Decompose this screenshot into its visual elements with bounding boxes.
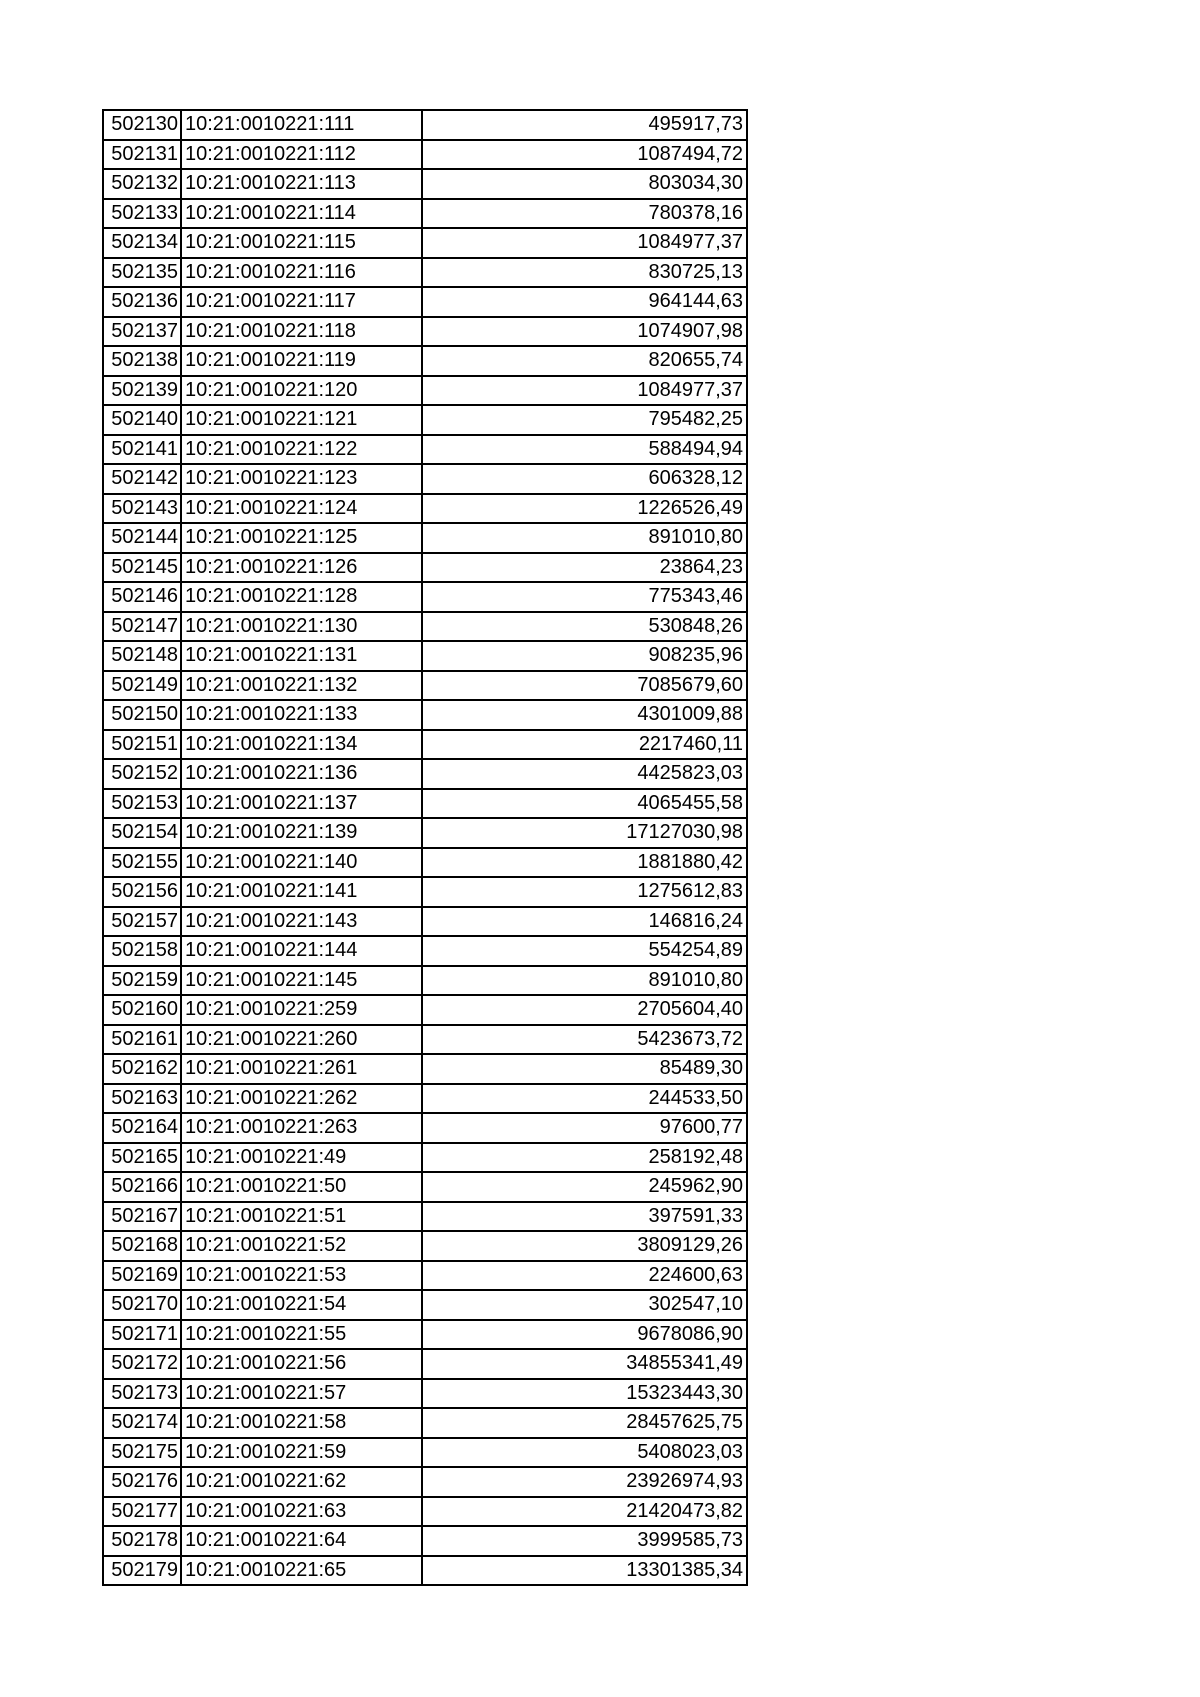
cadastral-number-cell: 10:21:0010221:123 [181, 464, 422, 494]
table-row [103, 789, 747, 819]
value-cell: 97600,77 [422, 1113, 747, 1143]
row-number-cell: 502163 [103, 1084, 181, 1114]
cadastral-number-cell: 10:21:0010221:141 [181, 877, 422, 907]
table-row [103, 966, 747, 996]
value-cell: 23926974,93 [422, 1467, 747, 1497]
table-row [103, 1202, 747, 1232]
value-cell: 258192,48 [422, 1143, 747, 1173]
row-number-cell: 502165 [103, 1143, 181, 1173]
cadastral-number-cell: 10:21:0010221:117 [181, 287, 422, 317]
table-row [103, 1497, 747, 1527]
row-number-cell: 502134 [103, 228, 181, 258]
row-number-cell: 502150 [103, 700, 181, 730]
value-cell: 964144,63 [422, 287, 747, 317]
row-number-cell: 502130 [103, 110, 181, 140]
row-number-cell: 502179 [103, 1556, 181, 1586]
row-number-cell: 502175 [103, 1438, 181, 1468]
value-cell: 795482,25 [422, 405, 747, 435]
table-row [103, 1349, 747, 1379]
value-cell: 891010,80 [422, 966, 747, 996]
value-cell: 1275612,83 [422, 877, 747, 907]
value-cell: 224600,63 [422, 1261, 747, 1291]
value-cell: 495917,73 [422, 110, 747, 140]
value-cell: 803034,30 [422, 169, 747, 199]
row-number-cell: 502176 [103, 1467, 181, 1497]
table-row [103, 1379, 747, 1409]
cadastral-number-cell: 10:21:0010221:259 [181, 995, 422, 1025]
cadastral-number-cell: 10:21:0010221:111 [181, 110, 422, 140]
table-row [103, 818, 747, 848]
cadastral-number-cell: 10:21:0010221:55 [181, 1320, 422, 1350]
cadastral-number-cell: 10:21:0010221:56 [181, 1349, 422, 1379]
cadastral-number-cell: 10:21:0010221:113 [181, 169, 422, 199]
value-cell: 1881880,42 [422, 848, 747, 878]
value-cell: 2705604,40 [422, 995, 747, 1025]
value-cell: 820655,74 [422, 346, 747, 376]
table-row [103, 1526, 747, 1556]
value-cell: 146816,24 [422, 907, 747, 937]
value-cell: 28457625,75 [422, 1408, 747, 1438]
row-number-cell: 502164 [103, 1113, 181, 1143]
row-number-cell: 502149 [103, 671, 181, 701]
value-cell: 244533,50 [422, 1084, 747, 1114]
value-cell: 15323443,30 [422, 1379, 747, 1409]
row-number-cell: 502146 [103, 582, 181, 612]
value-cell: 397591,33 [422, 1202, 747, 1232]
cadastral-number-cell: 10:21:0010221:118 [181, 317, 422, 347]
cadastral-number-cell: 10:21:0010221:119 [181, 346, 422, 376]
row-number-cell: 502148 [103, 641, 181, 671]
table-row [103, 1408, 747, 1438]
cadastral-number-cell: 10:21:0010221:261 [181, 1054, 422, 1084]
row-number-cell: 502154 [103, 818, 181, 848]
cadastral-number-cell: 10:21:0010221:64 [181, 1526, 422, 1556]
cadastral-number-cell: 10:21:0010221:65 [181, 1556, 422, 1586]
cadastral-number-cell: 10:21:0010221:133 [181, 700, 422, 730]
row-number-cell: 502144 [103, 523, 181, 553]
row-number-cell: 502177 [103, 1497, 181, 1527]
table-row [103, 582, 747, 612]
value-cell: 530848,26 [422, 612, 747, 642]
row-number-cell: 502135 [103, 258, 181, 288]
cadastral-number-cell: 10:21:0010221:262 [181, 1084, 422, 1114]
cadastral-number-cell: 10:21:0010221:134 [181, 730, 422, 760]
cadastral-number-cell: 10:21:0010221:132 [181, 671, 422, 701]
row-number-cell: 502140 [103, 405, 181, 435]
row-number-cell: 502147 [103, 612, 181, 642]
table-row [103, 1084, 747, 1114]
row-number-cell: 502151 [103, 730, 181, 760]
table-row [103, 641, 747, 671]
row-number-cell: 502157 [103, 907, 181, 937]
value-cell: 2217460,11 [422, 730, 747, 760]
row-number-cell: 502143 [103, 494, 181, 524]
value-cell: 908235,96 [422, 641, 747, 671]
cadastral-number-cell: 10:21:0010221:54 [181, 1290, 422, 1320]
value-cell: 4301009,88 [422, 700, 747, 730]
value-cell: 606328,12 [422, 464, 747, 494]
cadastral-number-cell: 10:21:0010221:139 [181, 818, 422, 848]
table-row [103, 1556, 747, 1586]
table-row [103, 435, 747, 465]
value-cell: 17127030,98 [422, 818, 747, 848]
table-row [103, 494, 747, 524]
table-row [103, 110, 747, 140]
row-number-cell: 502141 [103, 435, 181, 465]
row-number-cell: 502139 [103, 376, 181, 406]
cadastral-number-cell: 10:21:0010221:136 [181, 759, 422, 789]
cadastral-number-cell: 10:21:0010221:49 [181, 1143, 422, 1173]
cadastral-number-cell: 10:21:0010221:120 [181, 376, 422, 406]
row-number-cell: 502178 [103, 1526, 181, 1556]
table-row [103, 228, 747, 258]
value-cell: 3809129,26 [422, 1231, 747, 1261]
row-number-cell: 502168 [103, 1231, 181, 1261]
row-number-cell: 502158 [103, 936, 181, 966]
cadastral-number-cell: 10:21:0010221:115 [181, 228, 422, 258]
row-number-cell: 502166 [103, 1172, 181, 1202]
value-cell: 9678086,90 [422, 1320, 747, 1350]
row-number-cell: 502137 [103, 317, 181, 347]
row-number-cell: 502170 [103, 1290, 181, 1320]
cadastral-number-cell: 10:21:0010221:140 [181, 848, 422, 878]
row-number-cell: 502152 [103, 759, 181, 789]
table-row [103, 199, 747, 229]
row-number-cell: 502153 [103, 789, 181, 819]
cadastral-number-cell: 10:21:0010221:114 [181, 199, 422, 229]
table-row [103, 612, 747, 642]
table-row [103, 1143, 747, 1173]
cadastral-number-cell: 10:21:0010221:112 [181, 140, 422, 170]
cadastral-number-cell: 10:21:0010221:130 [181, 612, 422, 642]
row-number-cell: 502161 [103, 1025, 181, 1055]
cadastral-number-cell: 10:21:0010221:131 [181, 641, 422, 671]
cadastral-number-cell: 10:21:0010221:137 [181, 789, 422, 819]
value-cell: 4425823,03 [422, 759, 747, 789]
cadastral-number-cell: 10:21:0010221:58 [181, 1408, 422, 1438]
table-row [103, 848, 747, 878]
table-row [103, 1290, 747, 1320]
value-cell: 891010,80 [422, 523, 747, 553]
value-cell: 830725,13 [422, 258, 747, 288]
cadastral-number-cell: 10:21:0010221:124 [181, 494, 422, 524]
value-cell: 1084977,37 [422, 376, 747, 406]
cadastral-number-cell: 10:21:0010221:50 [181, 1172, 422, 1202]
row-number-cell: 502138 [103, 346, 181, 376]
table-row [103, 995, 747, 1025]
row-number-cell: 502159 [103, 966, 181, 996]
cadastral-number-cell: 10:21:0010221:260 [181, 1025, 422, 1055]
value-cell: 23864,23 [422, 553, 747, 583]
value-cell: 7085679,60 [422, 671, 747, 701]
table-row [103, 877, 747, 907]
row-number-cell: 502132 [103, 169, 181, 199]
value-cell: 1074907,98 [422, 317, 747, 347]
table-row [103, 523, 747, 553]
row-number-cell: 502167 [103, 1202, 181, 1232]
value-cell: 588494,94 [422, 435, 747, 465]
cadastral-number-cell: 10:21:0010221:128 [181, 582, 422, 612]
table-row [103, 936, 747, 966]
value-cell: 4065455,58 [422, 789, 747, 819]
table-row [103, 464, 747, 494]
row-number-cell: 502145 [103, 553, 181, 583]
table-row [103, 671, 747, 701]
table-row [103, 287, 747, 317]
value-cell: 1226526,49 [422, 494, 747, 524]
row-number-cell: 502172 [103, 1349, 181, 1379]
value-cell: 5408023,03 [422, 1438, 747, 1468]
data-table [102, 109, 748, 1586]
value-cell: 5423673,72 [422, 1025, 747, 1055]
row-number-cell: 502174 [103, 1408, 181, 1438]
cadastral-number-cell: 10:21:0010221:53 [181, 1261, 422, 1291]
table-row [103, 376, 747, 406]
cadastral-number-cell: 10:21:0010221:62 [181, 1467, 422, 1497]
row-number-cell: 502136 [103, 287, 181, 317]
cadastral-number-cell: 10:21:0010221:51 [181, 1202, 422, 1232]
value-cell: 13301385,34 [422, 1556, 747, 1586]
row-number-cell: 502142 [103, 464, 181, 494]
cadastral-number-cell: 10:21:0010221:121 [181, 405, 422, 435]
table-row [103, 1113, 747, 1143]
table-row [103, 1172, 747, 1202]
value-cell: 554254,89 [422, 936, 747, 966]
table-row [103, 1025, 747, 1055]
table-row [103, 700, 747, 730]
table-body [103, 110, 747, 1585]
table-row [103, 169, 747, 199]
value-cell: 3999585,73 [422, 1526, 747, 1556]
table-row [103, 1467, 747, 1497]
row-number-cell: 502131 [103, 140, 181, 170]
cadastral-number-cell: 10:21:0010221:143 [181, 907, 422, 937]
row-number-cell: 502171 [103, 1320, 181, 1350]
table-row [103, 907, 747, 937]
row-number-cell: 502169 [103, 1261, 181, 1291]
table-row [103, 759, 747, 789]
value-cell: 21420473,82 [422, 1497, 747, 1527]
row-number-cell: 502160 [103, 995, 181, 1025]
cadastral-number-cell: 10:21:0010221:126 [181, 553, 422, 583]
table-row [103, 730, 747, 760]
table-row [103, 317, 747, 347]
table-row [103, 258, 747, 288]
cadastral-number-cell: 10:21:0010221:59 [181, 1438, 422, 1468]
table-row [103, 553, 747, 583]
value-cell: 1084977,37 [422, 228, 747, 258]
table-row [103, 1261, 747, 1291]
cadastral-number-cell: 10:21:0010221:57 [181, 1379, 422, 1409]
value-cell: 245962,90 [422, 1172, 747, 1202]
cadastral-number-cell: 10:21:0010221:145 [181, 966, 422, 996]
cadastral-number-cell: 10:21:0010221:122 [181, 435, 422, 465]
row-number-cell: 502173 [103, 1379, 181, 1409]
value-cell: 1087494,72 [422, 140, 747, 170]
row-number-cell: 502133 [103, 199, 181, 229]
table-row [103, 1231, 747, 1261]
cadastral-number-cell: 10:21:0010221:116 [181, 258, 422, 288]
cadastral-number-cell: 10:21:0010221:63 [181, 1497, 422, 1527]
value-cell: 85489,30 [422, 1054, 747, 1084]
cadastral-number-cell: 10:21:0010221:263 [181, 1113, 422, 1143]
cadastral-number-cell: 10:21:0010221:144 [181, 936, 422, 966]
table-row [103, 140, 747, 170]
table-row [103, 1320, 747, 1350]
value-cell: 775343,46 [422, 582, 747, 612]
value-cell: 302547,10 [422, 1290, 747, 1320]
cadastral-number-cell: 10:21:0010221:125 [181, 523, 422, 553]
cadastral-number-cell: 10:21:0010221:52 [181, 1231, 422, 1261]
row-number-cell: 502162 [103, 1054, 181, 1084]
value-cell: 780378,16 [422, 199, 747, 229]
row-number-cell: 502156 [103, 877, 181, 907]
value-cell: 34855341,49 [422, 1349, 747, 1379]
row-number-cell: 502155 [103, 848, 181, 878]
table-row [103, 1054, 747, 1084]
table-row [103, 346, 747, 376]
table-row [103, 405, 747, 435]
table-row [103, 1438, 747, 1468]
